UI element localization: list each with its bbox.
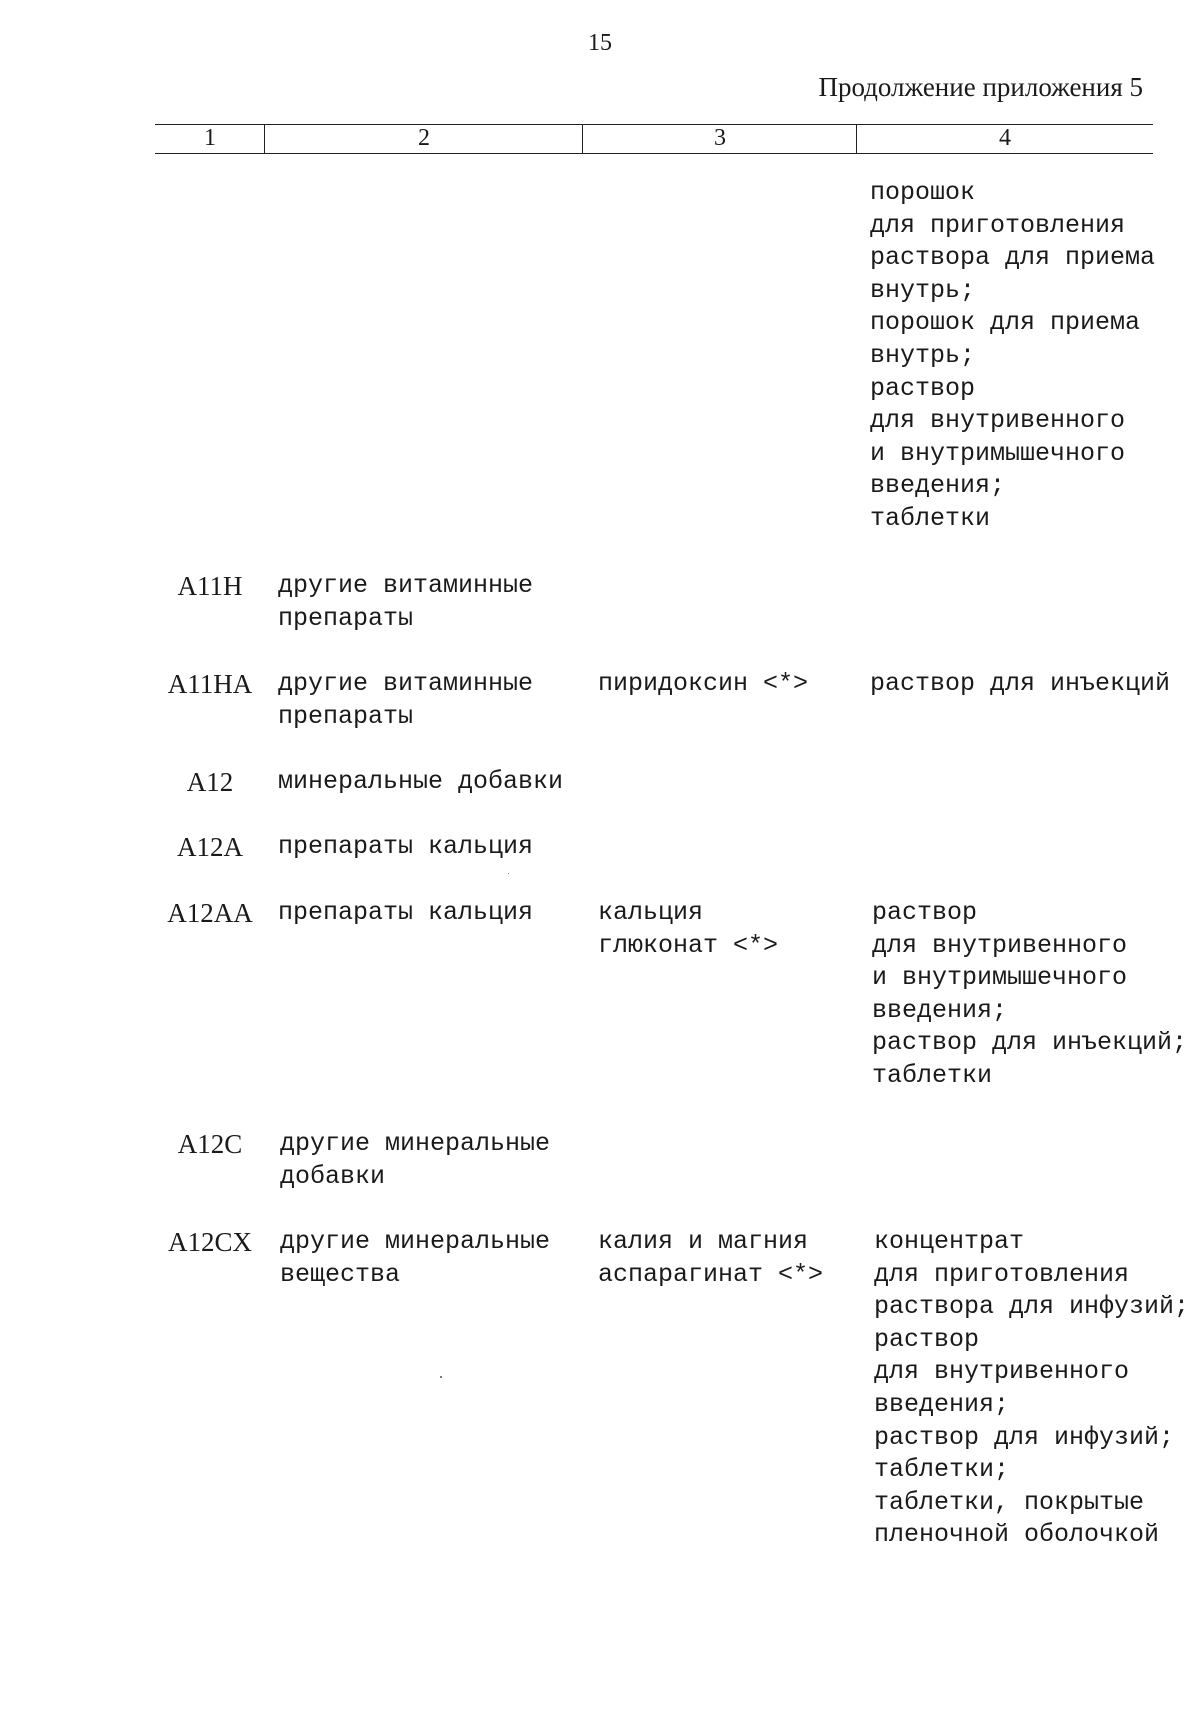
row-4-code: A12A xyxy=(177,832,243,862)
row-4-name: препараты кальция xyxy=(278,832,534,861)
row-6-code: A12C xyxy=(177,1129,243,1159)
row-7-form: концентрат для приготовления раствора для инфузий; раствор для внутривенного введения; раствор для инфузий; таблетки; таблетки, покрытые пленочной оболочкой xyxy=(874,1227,1190,1550)
row-2-code: A11HA xyxy=(167,669,253,699)
row-7-drug: калия и магния аспарагинат <*> xyxy=(598,1227,824,1289)
row-3-code: A12 xyxy=(186,767,234,797)
continuation-caption: Продолжение приложения 5 xyxy=(818,72,1143,102)
row-3-name: минеральные добавки xyxy=(278,767,564,796)
column-header-2: 2 xyxy=(418,125,430,151)
table-header xyxy=(155,124,1153,154)
row-5-name: препараты кальция xyxy=(278,898,534,927)
scan-speck xyxy=(508,873,509,874)
row-7-code: A12CX xyxy=(167,1227,252,1257)
row-2-drug: пиридоксин <*> xyxy=(598,669,809,698)
row-1-code: A11H xyxy=(177,571,243,601)
row-5-drug: кальция глюконат <*> xyxy=(598,898,779,960)
column-header-3: 3 xyxy=(714,125,726,151)
row-0-form: порошок для приготовления раствора для приема внутрь; порошок для приема внутрь; раствор для внутривенного и внутримышечного введения; таблетки xyxy=(870,178,1156,533)
row-5-code: A12AA xyxy=(167,898,253,928)
row-2-form: раствор для инъекций xyxy=(870,669,1171,698)
row-7-name: другие минеральные вещества xyxy=(280,1227,551,1289)
scan-speck xyxy=(440,1376,442,1378)
column-header-4: 4 xyxy=(999,125,1011,151)
column-header-1: 1 xyxy=(204,125,216,151)
row-5-form: раствор для внутривенного и внутримышечного введения; раствор для инъекций; таблетки xyxy=(872,898,1188,1090)
row-2-name: другие витаминные препараты xyxy=(278,669,534,731)
page-number: 15 xyxy=(588,30,612,56)
row-6-name: другие минеральные добавки xyxy=(280,1129,551,1191)
row-1-name: другие витаминные препараты xyxy=(278,571,534,633)
